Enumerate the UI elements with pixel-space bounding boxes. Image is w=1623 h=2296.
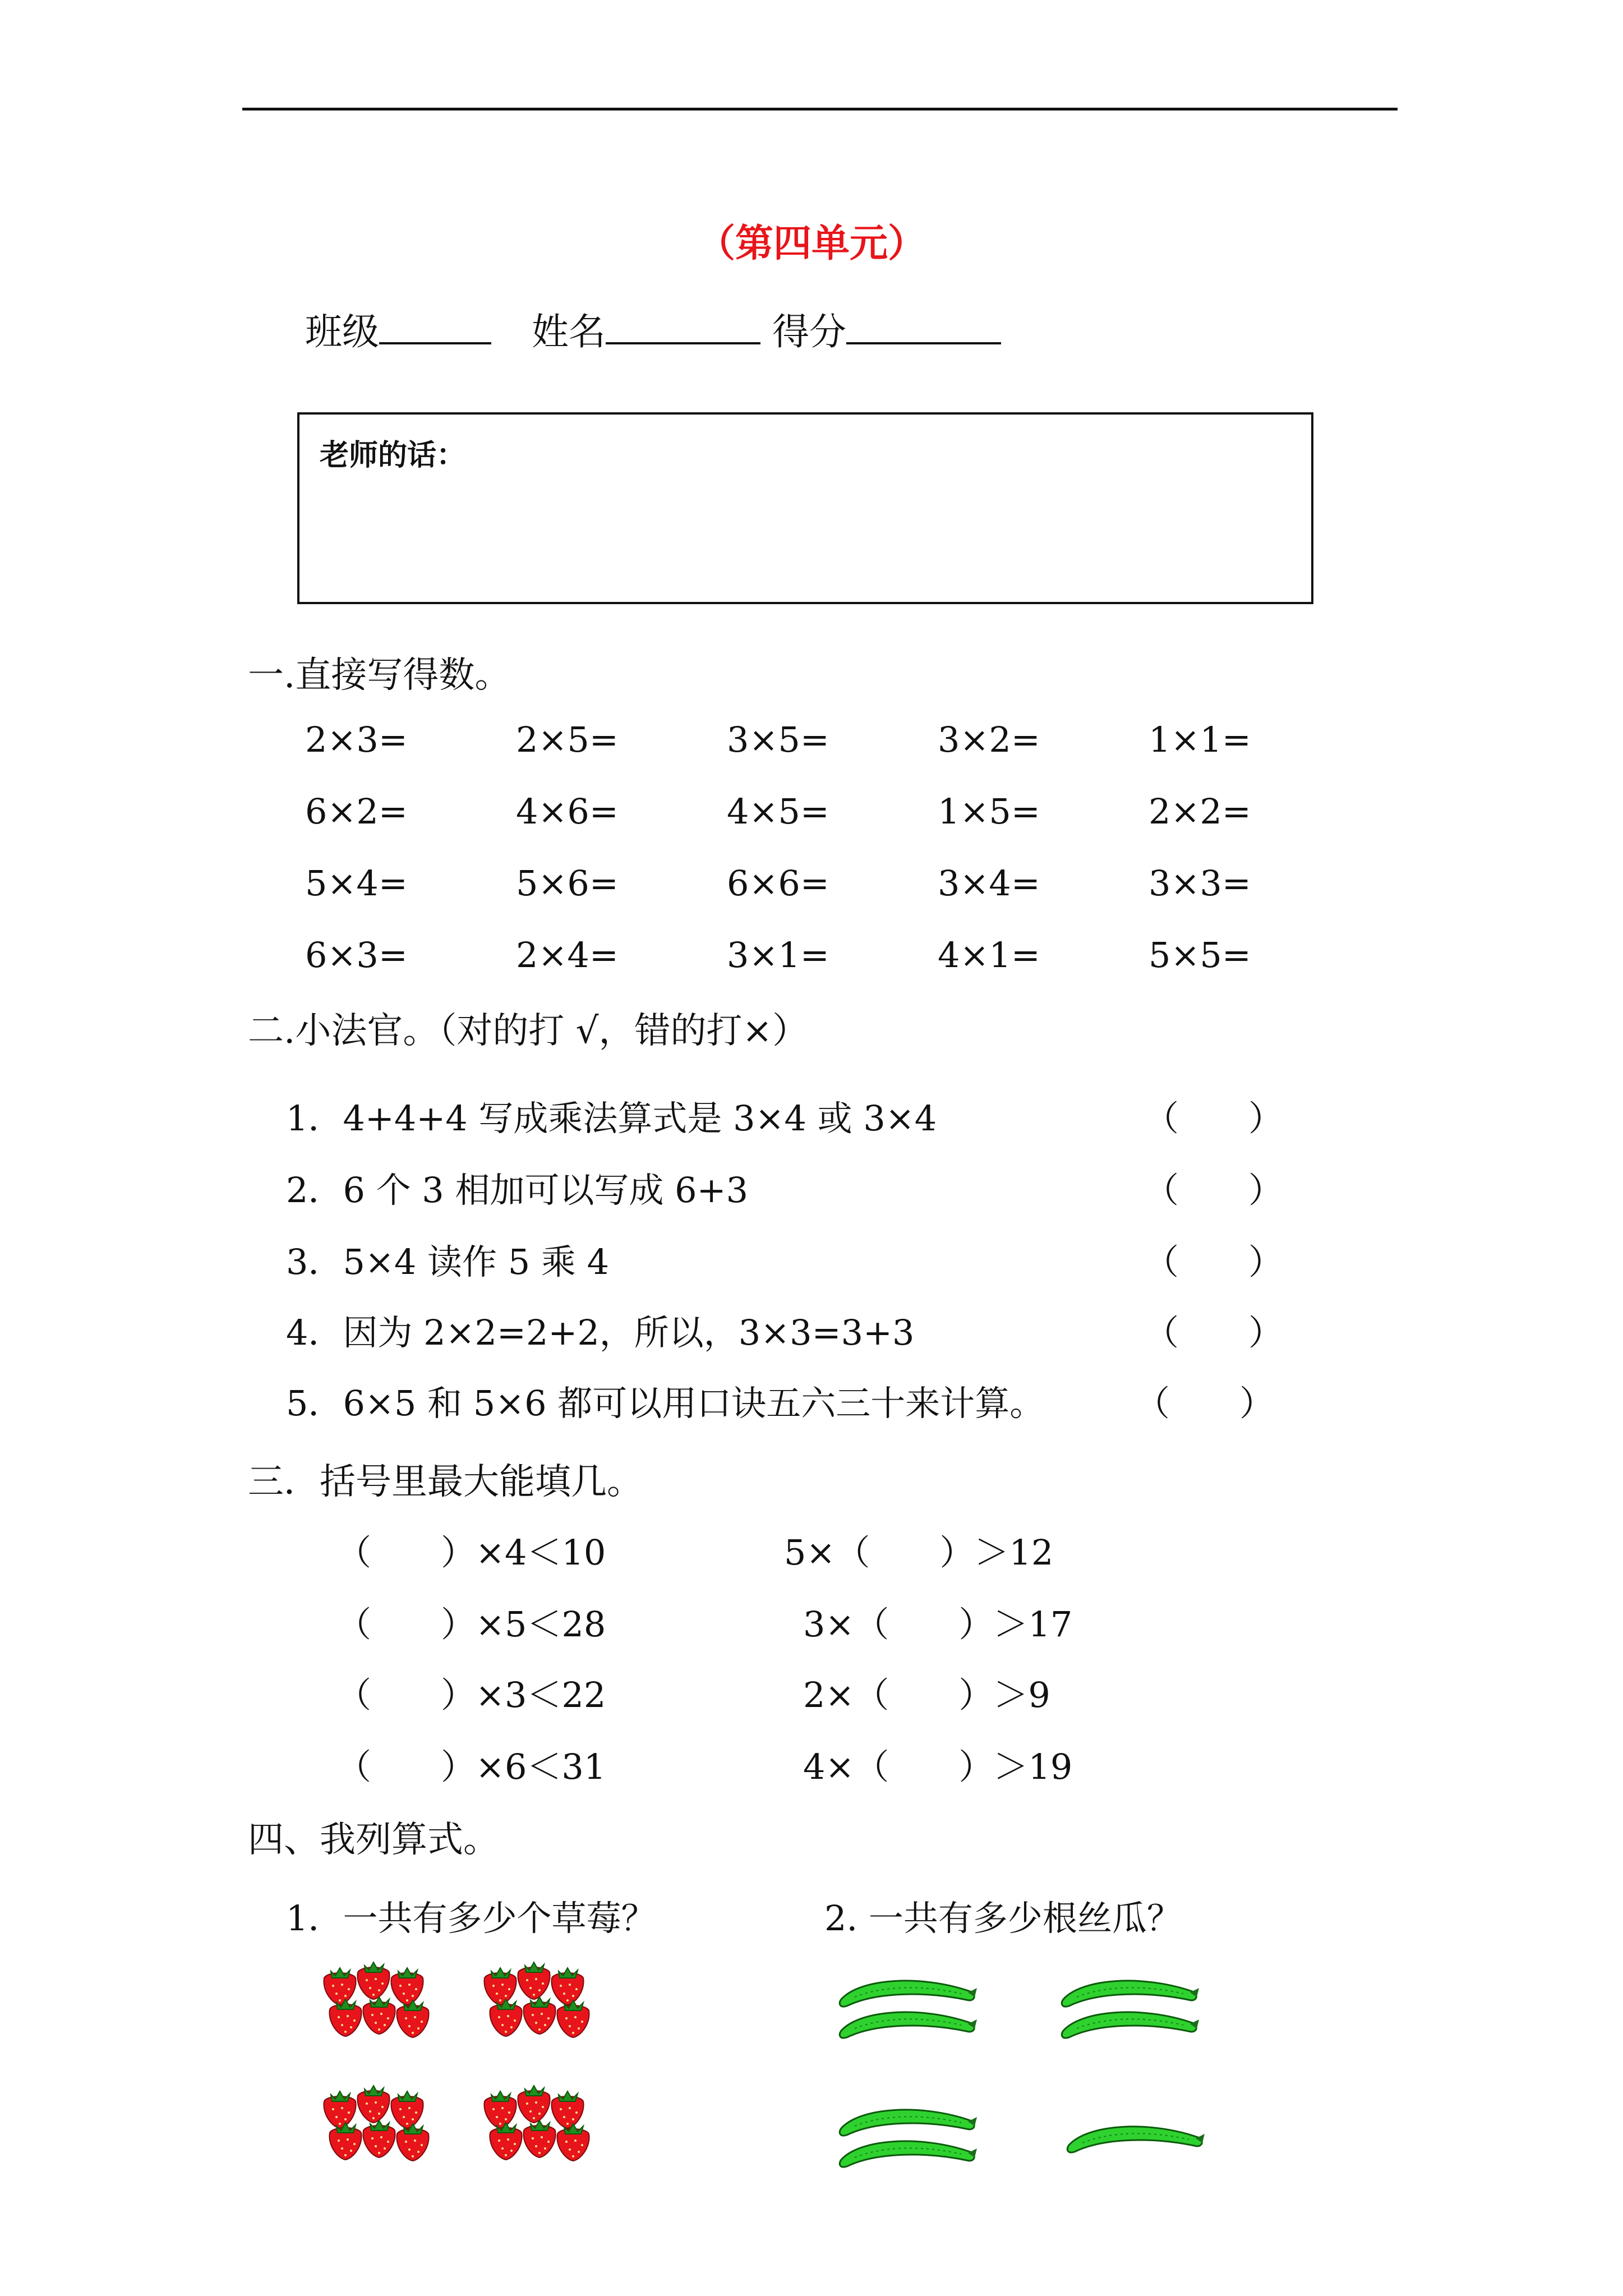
- judge-item: 4．因为 2×2=2+2，所以，3×3=3+3: [286, 1312, 915, 1353]
- oral-calc-item: 6×3=: [305, 935, 408, 976]
- section2-heading: 二.小法官。（对的打 √，错的打×）: [248, 1010, 809, 1052]
- judge-item: 5．6×5 和 5×6 都可以用口诀五六三十来计算。: [286, 1383, 1045, 1424]
- answer-paren[interactable]: （ ）: [1144, 1170, 1284, 1211]
- oral-calc-item: 2×4=: [516, 935, 619, 976]
- oral-calc-item: 2×3=: [305, 719, 408, 760]
- oral-calc-item: 1×5=: [938, 791, 1040, 832]
- score-label: 得分: [772, 310, 846, 353]
- oral-calc-item: 5×4=: [305, 863, 408, 904]
- question-strawberries: 1．一共有多少个草莓？: [286, 1898, 656, 1939]
- top-rule: [242, 108, 1398, 111]
- question-loofahs: 2. 一共有多少根丝瓜？: [824, 1898, 1182, 1939]
- judge-item: 3．5×4 读作 5 乘 4: [286, 1241, 610, 1282]
- strawberry-icon: [393, 2119, 433, 2164]
- oral-calc-item: 3×1=: [727, 935, 829, 976]
- oral-calc-item: 2×2=: [1149, 791, 1251, 832]
- name-label: 姓名: [531, 310, 606, 353]
- answer-paren[interactable]: （ ）: [1135, 1383, 1275, 1424]
- class-blank[interactable]: [379, 309, 491, 344]
- loofah-icon: [1060, 2006, 1200, 2043]
- loofah-icon: [838, 2135, 978, 2172]
- oral-calc-item: 3×3=: [1149, 863, 1251, 904]
- oral-calc-item: 3×4=: [938, 863, 1040, 904]
- name-blank[interactable]: [606, 309, 760, 344]
- strawberry-icon: [553, 1996, 593, 2041]
- oral-calc-item: 6×6=: [727, 863, 829, 904]
- oral-calc-item: 5×5=: [1149, 935, 1251, 976]
- judge-item: 1．4+4+4 写成乘法算式是 3×4 或 3×4: [286, 1098, 937, 1139]
- answer-paren[interactable]: （ ）: [1144, 1098, 1284, 1139]
- fill-blank-left[interactable]: （ ）×4＜10: [336, 1532, 606, 1573]
- oral-calc-item: 4×1=: [938, 935, 1040, 976]
- section1-heading: 一.直接写得数。: [248, 655, 511, 696]
- teacher-comment-box[interactable]: [297, 412, 1313, 604]
- fill-blank-right[interactable]: 3×（ ）＞17: [803, 1604, 1073, 1645]
- oral-calc-item: 4×6=: [516, 791, 619, 832]
- section4-heading: 四、我列算式。: [248, 1819, 499, 1861]
- fill-blank-left[interactable]: （ ）×3＜22: [336, 1674, 606, 1715]
- section3-heading: 三．括号里最大能填几。: [248, 1461, 643, 1503]
- teacher-comment-label: 老师的话：: [320, 439, 466, 472]
- fill-blank-right[interactable]: 4×（ ）＞19: [803, 1746, 1073, 1787]
- oral-calc-item: 1×1=: [1149, 719, 1251, 760]
- oral-calc-item: 3×5=: [727, 719, 829, 760]
- student-info: [305, 302, 1001, 355]
- score-blank[interactable]: [846, 309, 1001, 344]
- oral-calc-item: 6×2=: [305, 791, 408, 832]
- judge-item: 2．6 个 3 相加可以写成 6+3: [286, 1170, 749, 1211]
- unit-title: （第四单元）: [697, 221, 926, 266]
- answer-paren[interactable]: （ ）: [1144, 1241, 1284, 1282]
- oral-calc-item: 4×5=: [727, 791, 829, 832]
- strawberry-icon: [393, 1996, 433, 2041]
- fill-blank-left[interactable]: （ ）×5＜28: [336, 1604, 606, 1645]
- oral-calc-item: 2×5=: [516, 719, 619, 760]
- class-label: 班级: [305, 310, 379, 353]
- oral-calc-item: 3×2=: [938, 719, 1040, 760]
- answer-paren[interactable]: （ ）: [1144, 1312, 1284, 1353]
- fill-blank-left[interactable]: （ ）×6＜31: [336, 1746, 606, 1787]
- loofah-icon: [838, 2006, 978, 2043]
- strawberry-icon: [553, 2119, 593, 2164]
- oral-calc-item: 5×6=: [516, 863, 619, 904]
- fill-blank-right[interactable]: 5×（ ）＞12: [784, 1532, 1054, 1573]
- loofah-icon: [1066, 2120, 1206, 2157]
- fill-blank-right[interactable]: 2×（ ）＞9: [803, 1674, 1050, 1715]
